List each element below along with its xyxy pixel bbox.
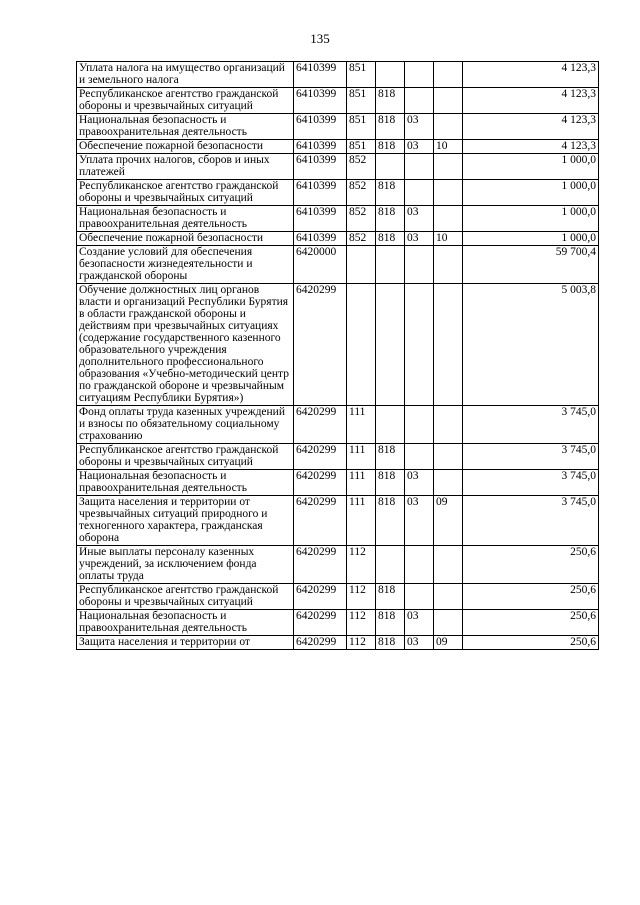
code-cell: 6410399 xyxy=(294,206,347,232)
subsection-cell xyxy=(434,88,463,114)
sum-cell: 1 000,0 xyxy=(463,206,599,232)
table-row xyxy=(77,444,599,470)
section-cell xyxy=(405,546,434,584)
expense-type-cell: 112 xyxy=(347,610,376,636)
name-cell: Республиканское агентство гражданской обороны и чрезвычайных ситуаций xyxy=(77,180,294,206)
section-cell xyxy=(405,180,434,206)
section-cell xyxy=(405,444,434,470)
name-cell: Защита населения и территории от xyxy=(77,636,294,650)
subsection-cell: 10 xyxy=(434,140,463,154)
table-row xyxy=(77,546,599,584)
section-cell: 03 xyxy=(405,496,434,546)
subsection-cell xyxy=(434,114,463,140)
ministry-cell xyxy=(376,246,405,284)
name-cell: Защита населения и территории от чрезвычайных ситуаций природного и техногенного характера, гражданская оборона xyxy=(77,496,294,546)
name-cell: Республиканское агентство гражданской обороны и чрезвычайных ситуаций xyxy=(77,444,294,470)
sum-cell: 1 000,0 xyxy=(463,154,599,180)
name-cell: Фонд оплаты труда казенных учреждений и взносы по обязательному социальному страхованию xyxy=(77,406,294,444)
expense-type-cell: 852 xyxy=(347,206,376,232)
section-cell: 03 xyxy=(405,140,434,154)
sum-cell: 59 700,4 xyxy=(463,246,599,284)
expense-type-cell: 112 xyxy=(347,546,376,584)
table-row xyxy=(77,636,599,650)
section-cell xyxy=(405,62,434,88)
sum-cell: 3 745,0 xyxy=(463,470,599,496)
table-row xyxy=(77,88,599,114)
sum-cell: 3 745,0 xyxy=(463,406,599,444)
subsection-cell: 10 xyxy=(434,232,463,246)
ministry-cell xyxy=(376,284,405,406)
sum-cell: 3 745,0 xyxy=(463,444,599,470)
code-cell: 6420299 xyxy=(294,406,347,444)
sum-cell: 1 000,0 xyxy=(463,232,599,246)
name-cell: Обеспечение пожарной безопасности xyxy=(77,232,294,246)
ministry-cell xyxy=(376,154,405,180)
name-cell: Национальная безопасность и правоохранительная деятельность xyxy=(77,206,294,232)
code-cell: 6420000 xyxy=(294,246,347,284)
name-cell: Обеспечение пожарной безопасности xyxy=(77,140,294,154)
subsection-cell xyxy=(434,246,463,284)
budget-table xyxy=(76,61,599,650)
subsection-cell: 09 xyxy=(434,636,463,650)
subsection-cell xyxy=(434,470,463,496)
ministry-cell: 818 xyxy=(376,88,405,114)
subsection-cell xyxy=(434,62,463,88)
section-cell: 03 xyxy=(405,636,434,650)
code-cell: 6420299 xyxy=(294,496,347,546)
name-cell: Создание условий для обеспечения безопасности жизнедеятельности и гражданской обороны xyxy=(77,246,294,284)
code-cell: 6410399 xyxy=(294,232,347,246)
code-cell: 6410399 xyxy=(294,140,347,154)
name-cell: Республиканское агентство гражданской обороны и чрезвычайных ситуаций xyxy=(77,88,294,114)
section-cell xyxy=(405,584,434,610)
code-cell: 6410399 xyxy=(294,88,347,114)
subsection-cell xyxy=(434,154,463,180)
sum-cell: 4 123,3 xyxy=(463,140,599,154)
code-cell: 6410399 xyxy=(294,154,347,180)
ministry-cell xyxy=(376,546,405,584)
code-cell: 6420299 xyxy=(294,444,347,470)
code-cell: 6410399 xyxy=(294,62,347,88)
expense-type-cell: 852 xyxy=(347,232,376,246)
ministry-cell: 818 xyxy=(376,584,405,610)
subsection-cell xyxy=(434,584,463,610)
table-row xyxy=(77,114,599,140)
name-cell: Национальная безопасность и правоохранительная деятельность xyxy=(77,610,294,636)
code-cell: 6420299 xyxy=(294,284,347,406)
expense-type-cell: 112 xyxy=(347,584,376,610)
code-cell: 6420299 xyxy=(294,584,347,610)
table-row xyxy=(77,496,599,546)
subsection-cell xyxy=(434,444,463,470)
sum-cell: 3 745,0 xyxy=(463,496,599,546)
table-row xyxy=(77,584,599,610)
ministry-cell: 818 xyxy=(376,496,405,546)
section-cell xyxy=(405,88,434,114)
section-cell: 03 xyxy=(405,610,434,636)
ministry-cell xyxy=(376,62,405,88)
name-cell: Уплата прочих налогов, сборов и иных платежей xyxy=(77,154,294,180)
expense-type-cell xyxy=(347,284,376,406)
subsection-cell: 09 xyxy=(434,496,463,546)
code-cell: 6420299 xyxy=(294,610,347,636)
expense-type-cell: 851 xyxy=(347,140,376,154)
name-cell: Республиканское агентство гражданской обороны и чрезвычайных ситуаций xyxy=(77,584,294,610)
code-cell: 6420299 xyxy=(294,470,347,496)
name-cell: Обучение должностных лиц органов власти и организаций Республики Бурятия в области гражданской обороны и действиям при чрезвычайных ситуациях (содержание государственного казенного образовательного учреждения дополнительного профессионального образования «Учебно-методический центр по гражданской обороне и чрезвычайным ситуациям Республики Бурятия») xyxy=(77,284,294,406)
section-cell xyxy=(405,284,434,406)
code-cell: 6420299 xyxy=(294,636,347,650)
expense-type-cell: 111 xyxy=(347,470,376,496)
code-cell: 6410399 xyxy=(294,180,347,206)
name-cell: Уплата налога на имущество организаций и земельного налога xyxy=(77,62,294,88)
ministry-cell: 818 xyxy=(376,232,405,246)
ministry-cell: 818 xyxy=(376,444,405,470)
table-row xyxy=(77,284,599,406)
sum-cell: 250,6 xyxy=(463,636,599,650)
ministry-cell: 818 xyxy=(376,180,405,206)
expense-type-cell xyxy=(347,246,376,284)
ministry-cell: 818 xyxy=(376,206,405,232)
section-cell xyxy=(405,154,434,180)
page-number: 135 xyxy=(310,31,330,46)
sum-cell: 4 123,3 xyxy=(463,62,599,88)
subsection-cell xyxy=(434,406,463,444)
section-cell: 03 xyxy=(405,232,434,246)
sum-cell: 250,6 xyxy=(463,584,599,610)
table-row xyxy=(77,470,599,496)
sum-cell: 4 123,3 xyxy=(463,114,599,140)
subsection-cell xyxy=(434,180,463,206)
table-row xyxy=(77,140,599,154)
name-cell: Иные выплаты персоналу казенных учреждений, за исключением фонда оплаты труда xyxy=(77,546,294,584)
sum-cell: 1 000,0 xyxy=(463,180,599,206)
ministry-cell: 818 xyxy=(376,470,405,496)
table-body xyxy=(77,62,599,650)
expense-type-cell: 852 xyxy=(347,180,376,206)
section-cell: 03 xyxy=(405,206,434,232)
name-cell: Национальная безопасность и правоохранительная деятельность xyxy=(77,114,294,140)
expense-type-cell: 111 xyxy=(347,406,376,444)
subsection-cell xyxy=(434,546,463,584)
expense-type-cell: 851 xyxy=(347,114,376,140)
ministry-cell: 818 xyxy=(376,140,405,154)
subsection-cell xyxy=(434,284,463,406)
table-row xyxy=(77,206,599,232)
subsection-cell xyxy=(434,206,463,232)
ministry-cell xyxy=(376,406,405,444)
sum-cell: 4 123,3 xyxy=(463,88,599,114)
table-row xyxy=(77,610,599,636)
table-row xyxy=(77,154,599,180)
code-cell: 6410399 xyxy=(294,114,347,140)
expense-type-cell: 851 xyxy=(347,62,376,88)
table-row xyxy=(77,62,599,88)
ministry-cell: 818 xyxy=(376,636,405,650)
expense-type-cell: 112 xyxy=(347,636,376,650)
expense-type-cell: 851 xyxy=(347,88,376,114)
name-cell: Национальная безопасность и правоохранительная деятельность xyxy=(77,470,294,496)
ministry-cell: 818 xyxy=(376,610,405,636)
table-row xyxy=(77,180,599,206)
table-row xyxy=(77,232,599,246)
section-cell: 03 xyxy=(405,470,434,496)
sum-cell: 5 003,8 xyxy=(463,284,599,406)
sum-cell: 250,6 xyxy=(463,610,599,636)
code-cell: 6420299 xyxy=(294,546,347,584)
subsection-cell xyxy=(434,610,463,636)
section-cell xyxy=(405,406,434,444)
expense-type-cell: 111 xyxy=(347,496,376,546)
section-cell xyxy=(405,246,434,284)
ministry-cell: 818 xyxy=(376,114,405,140)
table-row xyxy=(77,406,599,444)
table-row xyxy=(77,246,599,284)
expense-type-cell: 111 xyxy=(347,444,376,470)
expense-type-cell: 852 xyxy=(347,154,376,180)
section-cell: 03 xyxy=(405,114,434,140)
sum-cell: 250,6 xyxy=(463,546,599,584)
